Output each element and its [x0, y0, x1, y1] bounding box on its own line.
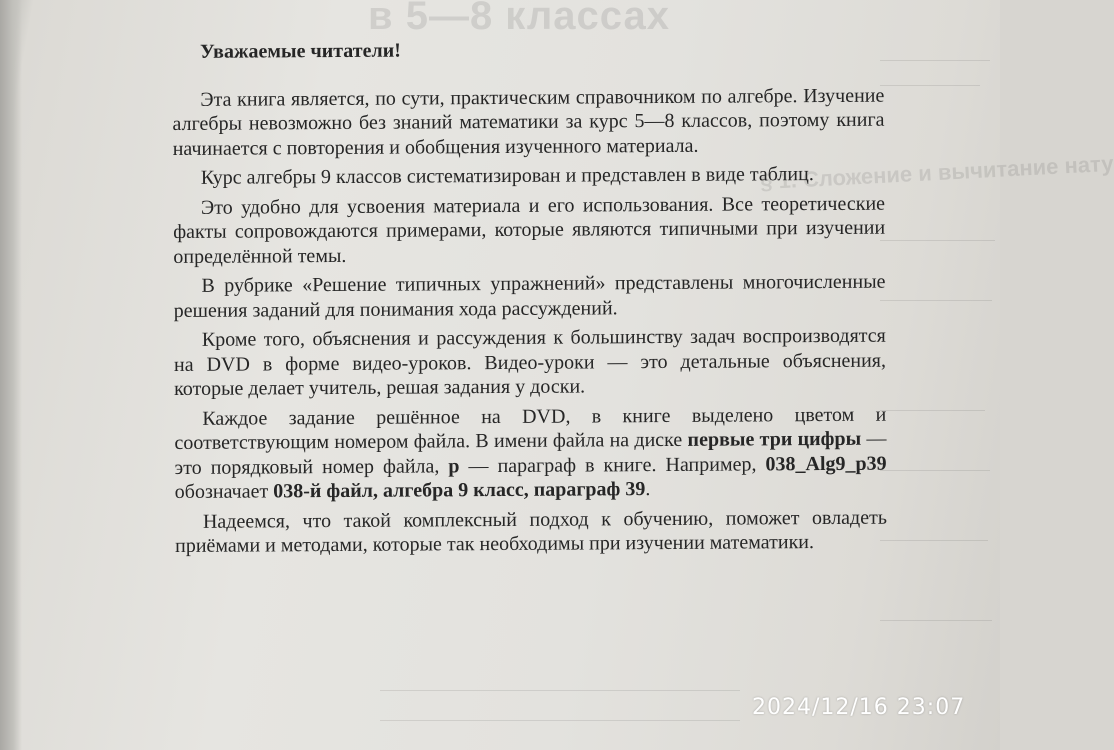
file-naming-bold: 038-й файл, алгебра 9 класс, параграф 39 [273, 478, 646, 503]
show-through-line [380, 720, 740, 721]
photo-timestamp: 2024/12/16 23:07 [752, 695, 966, 720]
file-naming-text: . [645, 478, 651, 501]
paragraph-rubric: В рубрике «Решение типичных упражнений» представлены многочисленные решения заданий для понимания хода рассуждений. [173, 270, 886, 322]
show-through-line [880, 300, 992, 301]
paragraph-dvd: Кроме того, объяснения и рассуждения к большинству задач воспроизводятся на DVD в форме видео-уроков. Видео-уроки — это детальные объяснения, которые делает учитель, решая задания у доски. [173, 324, 887, 400]
paragraph-closing: Надеемся, что такой комплексный подход к обучению, поможет овладеть приёмами и методами, которые так необходимы при изучении математики. [175, 506, 887, 557]
paragraph-file-naming [174, 402, 887, 504]
file-naming-bold: первые три цифры [687, 427, 862, 451]
file-naming-text: — параграф в книге. Например, [459, 452, 766, 477]
page-heading: Уважаемые читатели! [200, 39, 401, 63]
show-through-line [880, 620, 992, 621]
show-through-line [380, 690, 740, 691]
paragraph-intro: Эта книга является, по сути, практическим справочником по алгебре. Изучение алгебры невозможно без знаний математики за курс 5—8 классов, поэтому книга начинается с повторения и обобщения изученного материала. [172, 84, 885, 160]
paragraph-convenience: Это удобно для усвоения материала и его использования. Все теоретические факты сопровождаются примерами, которые являются типичными при изучении определённой темы. [173, 192, 886, 268]
book-spine-shadow [0, 0, 22, 750]
file-naming-bold: р [448, 454, 460, 477]
page-text-block [172, 36, 887, 564]
show-through-heading: § 1. Сложение и вычитание нату [759, 150, 1114, 195]
paragraph-course: Курс алгебры 9 классов систематизирован и представлен в виде таблиц. [200, 163, 814, 189]
show-through-line [880, 60, 990, 61]
show-through-line [880, 540, 988, 541]
show-through-line [880, 240, 995, 241]
show-through-title: в 5—8 классах [368, 0, 670, 38]
file-naming-text: Каждое задание решённое на DVD, в книге выделено цветом и соответствующим номером файла. В имени файла на диске [174, 403, 887, 454]
file-naming-text: — это порядковый номер файла, [174, 427, 887, 479]
file-naming-text: обозначает [174, 480, 274, 503]
show-through-line [880, 85, 980, 86]
file-naming-example: 038_Alg9_p39 [765, 452, 887, 475]
show-through-line [880, 410, 985, 411]
show-through-line [880, 470, 990, 471]
